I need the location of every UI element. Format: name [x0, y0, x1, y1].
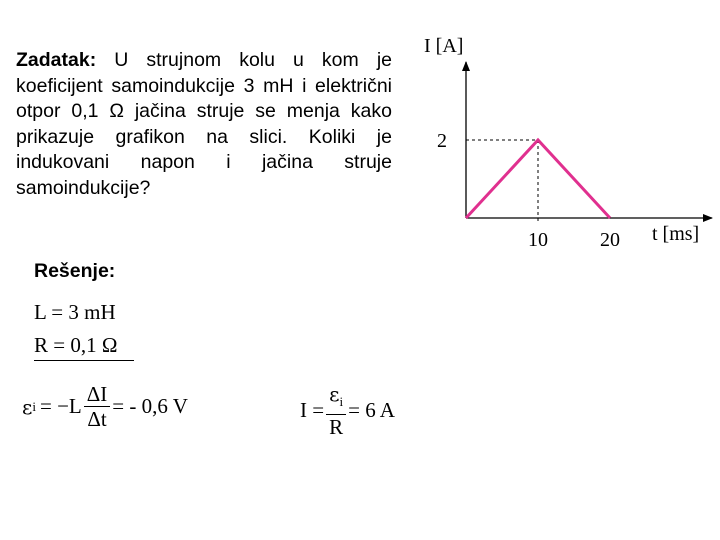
- y-axis-label: I [A]: [424, 35, 464, 57]
- formula1-numerator: ΔI: [84, 382, 111, 407]
- task-lead: Zadatak:: [16, 49, 97, 71]
- epsilon-subscript: i: [32, 398, 36, 414]
- formula1-result: = - 0,6 V: [112, 394, 188, 418]
- given-resistance: R = 0,1 Ω: [34, 333, 118, 357]
- x-tick-label: 20: [600, 229, 620, 251]
- solution-heading: Rešenje:: [34, 260, 116, 282]
- x-axis-label: t [ms]: [652, 223, 700, 245]
- formula2-subscript: i: [339, 394, 344, 409]
- formula2-epsilon: ε: [329, 382, 340, 406]
- task-body: U strujnom kolu u kom je koeficijent samoindukcije 3 mH i električni otpor 0,1 Ω jačina struje se menja kako prikazuje grafikon na slici. Koliki je indukovani napon i jačina struje samoindukcije?: [16, 49, 392, 199]
- x-tick-label: 10: [528, 229, 548, 251]
- formula1-denominator: Δt: [87, 407, 107, 431]
- formula1-eq: = −L: [40, 394, 82, 418]
- given-inductance: L = 3 mH: [34, 300, 116, 324]
- epsilon-symbol: ε: [22, 394, 33, 419]
- formula2-lhs: I =: [300, 398, 325, 422]
- formula2-result: = 6 A: [348, 398, 395, 422]
- formula2-denominator: R: [329, 415, 344, 439]
- y-tick-label: 2: [437, 130, 447, 152]
